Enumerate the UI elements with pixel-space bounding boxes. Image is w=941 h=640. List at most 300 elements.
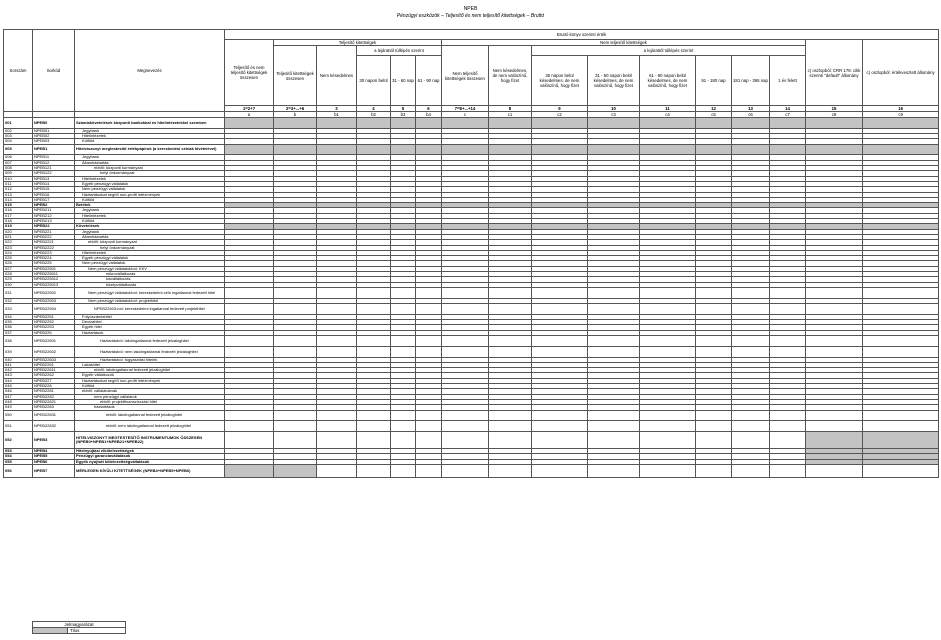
row-code: NPEB227 [33, 378, 75, 383]
row-name: Külföld [75, 219, 225, 224]
table-row [4, 144, 939, 155]
row-code: NPEB22611 [33, 368, 75, 373]
value-cell [391, 410, 416, 421]
value-cell [863, 118, 939, 129]
row-number: 016 [4, 208, 33, 213]
value-cell [770, 432, 806, 449]
value-cell [416, 287, 442, 298]
value-cell [317, 421, 357, 432]
row-name: Háztartásból: fogyasztási hitelek [75, 357, 225, 362]
formula-cell: 9 [532, 106, 588, 112]
row-name: Háztartásból: nem lakóingatlannal fedezett jelzáloghitel [75, 346, 225, 357]
row-name: Háztartásokat segítő non-profit intézmények [75, 378, 225, 383]
row-number: 036 [4, 325, 33, 330]
value-cell [317, 432, 357, 449]
row-number: 030 [4, 282, 33, 287]
value-cell [274, 421, 317, 432]
value-cell [863, 144, 939, 155]
row-code: NPEB3 [33, 432, 75, 449]
row-name: Egyéb nyújtott kötelezettségvállalások [75, 459, 225, 464]
value-cell [640, 410, 696, 421]
formula-cell: 11 [640, 106, 696, 112]
row-number: 041 [4, 362, 33, 367]
value-cell [588, 304, 640, 315]
row-code: NPEB225012 [33, 277, 75, 282]
value-cell [391, 346, 416, 357]
value-cell [770, 410, 806, 421]
row-number: 044 [4, 378, 33, 383]
row-number: 008 [4, 166, 33, 171]
row-code: NPEB2282 [33, 394, 75, 399]
row-number: 034 [4, 314, 33, 319]
row-name: ebből: lakóingatlannal fedezett jelzáloghitel [75, 410, 225, 421]
value-cell [489, 432, 532, 449]
value-cell [863, 304, 939, 315]
row-number: 054 [4, 454, 33, 459]
value-cell [806, 144, 863, 155]
table-row [4, 287, 939, 298]
row-name: Külföld [75, 139, 225, 144]
value-cell [806, 465, 863, 478]
row-name: Lakáshitel [75, 362, 225, 367]
row-number: 050 [4, 410, 33, 421]
row-number: 020 [4, 229, 33, 234]
row-code: NPEB2221 [33, 240, 75, 245]
row-number: 035 [4, 320, 33, 325]
formula-cell: 5 [391, 106, 416, 112]
row-name: Hitelviszonyt megtestesítő értékpapírok (a kereskedési célúak kivételével) [75, 144, 225, 155]
value-cell [770, 144, 806, 155]
row-code: NPEB02 [33, 134, 75, 139]
value-cell [489, 335, 532, 346]
column-letter-cell: c9 [863, 112, 939, 118]
row-code: NPEB13 [33, 176, 75, 181]
row-name: ebből: központi kormányzat [75, 166, 225, 171]
value-cell [489, 287, 532, 298]
value-cell [225, 432, 274, 449]
table-row [4, 410, 939, 421]
value-cell [442, 287, 489, 298]
column-letter-cell: b2 [357, 112, 391, 118]
report-header [0, 6, 941, 20]
value-cell [806, 287, 863, 298]
row-number: 033 [4, 304, 33, 315]
table-body [4, 118, 939, 478]
row-name: kisvállalkozás [75, 277, 225, 282]
value-cell [806, 346, 863, 357]
row-number: 003 [4, 134, 33, 139]
value-cell [317, 287, 357, 298]
row-name: Egyéb pénzügyi vállalatok [75, 181, 225, 186]
table-row [4, 465, 939, 478]
table-row [4, 118, 939, 129]
value-cell [274, 144, 317, 155]
row-number: 038 [4, 335, 33, 346]
row-name: Egyéb vállalkozók [75, 373, 225, 378]
header-col-7: Nem teljesítő kitettségek összesen [442, 46, 489, 106]
table-row [4, 432, 939, 449]
row-code: NPEB17 [33, 197, 75, 202]
column-letter-cell: c3 [588, 112, 640, 118]
row-name: Külföld [75, 384, 225, 389]
row-name: háztartások [75, 405, 225, 410]
value-cell [640, 335, 696, 346]
report-code: NPEB [463, 6, 478, 12]
value-cell [391, 287, 416, 298]
row-code: NPEB22821 [33, 399, 75, 404]
row-name: Betétek [75, 203, 225, 208]
value-cell [732, 465, 770, 478]
report-table [3, 29, 939, 478]
row-name: Jegybank [75, 208, 225, 213]
row-code: NPEB2281 [33, 389, 75, 394]
value-cell [225, 144, 274, 155]
row-number: 025 [4, 256, 33, 261]
row-code: NPEB121 [33, 166, 75, 171]
formula-cell: 13 [732, 106, 770, 112]
formula-cell: 6 [416, 106, 442, 112]
row-number: 026 [4, 261, 33, 266]
row-name: Követelések [75, 224, 225, 229]
row-name: mikrovállalkozás [75, 272, 225, 277]
value-cell [317, 465, 357, 478]
value-cell [442, 144, 489, 155]
row-code: NPEB5 [33, 454, 75, 459]
row-code: NPEB213 [33, 219, 75, 224]
value-cell [225, 421, 274, 432]
row-code: NPEB16 [33, 192, 75, 197]
row-code: NPEB2283 [33, 405, 75, 410]
formula-cell: 3 [317, 106, 357, 112]
column-letter-cell: b [274, 112, 317, 118]
row-code: NPEB211 [33, 208, 75, 213]
row-number: 053 [4, 449, 33, 454]
row-number: 004 [4, 139, 33, 144]
value-cell [416, 335, 442, 346]
row-code: NPEB01 [33, 128, 75, 133]
value-cell [863, 410, 939, 421]
value-cell [770, 287, 806, 298]
row-number: 046 [4, 389, 33, 394]
row-code: NPEB2222 [33, 245, 75, 250]
row-name: Hitelnyújtási elkötelezettségek [75, 449, 225, 454]
table-row [4, 335, 939, 346]
row-code: NPEB15 [33, 187, 75, 192]
value-cell [489, 410, 532, 421]
column-letter-cell: c8 [806, 112, 863, 118]
column-letter-cell: b3 [391, 112, 416, 118]
row-code: NPEB12 [33, 160, 75, 165]
column-letter-cell: c2 [532, 112, 588, 118]
value-cell [732, 410, 770, 421]
column-letter-cell: c1 [489, 112, 532, 118]
value-cell [442, 118, 489, 129]
value-cell [225, 335, 274, 346]
header-sorkod: Sorkód [33, 30, 75, 112]
value-cell [696, 421, 732, 432]
row-code: NPEB6 [33, 459, 75, 464]
value-cell [588, 432, 640, 449]
value-cell [732, 335, 770, 346]
row-number: 013 [4, 192, 33, 197]
value-cell [863, 346, 939, 357]
value-cell [274, 346, 317, 357]
row-name: Hitelintézetek [75, 250, 225, 255]
row-name: Nem pénzügyi vállalatok [75, 187, 225, 192]
row-code: NPEB7 [33, 465, 75, 478]
header-col-3: Nem késedelmes [317, 46, 357, 106]
value-cell [863, 465, 939, 478]
value-cell [274, 287, 317, 298]
row-name: Hitelintézetek [75, 213, 225, 218]
value-cell [532, 335, 588, 346]
row-code: NPEB2261 [33, 362, 75, 367]
row-name: Nem pénzügyi vállalatok [75, 261, 225, 266]
row-name: Számlakövetelések központi bankokkal és hitelintézetekkel szemben [75, 118, 225, 129]
row-name: ebből: projektfinanszírozási hitel [75, 399, 225, 404]
row-code: NPEB122 [33, 171, 75, 176]
header-nem-teljesito: Nem teljesítő kitettségek [442, 40, 806, 46]
value-cell [274, 410, 317, 421]
value-cell [442, 465, 489, 478]
value-cell [274, 335, 317, 346]
row-code: NPEB22 [33, 224, 75, 229]
value-cell [806, 410, 863, 421]
row-number: 019 [4, 224, 33, 229]
value-cell [416, 118, 442, 129]
row-name: Egyéb hitel [75, 325, 225, 330]
value-cell [274, 118, 317, 129]
value-cell [391, 144, 416, 155]
row-code: NPEB4 [33, 449, 75, 454]
value-cell [489, 346, 532, 357]
row-name: Háztartásból: lakóingatlannal fedezett jelzáloghitel [75, 335, 225, 346]
formula-cell: 14 [770, 106, 806, 112]
value-cell [588, 346, 640, 357]
row-name: Jegybank [75, 128, 225, 133]
value-cell [442, 335, 489, 346]
header-col-10: 31 - 60 napon belül késedelmes, de nem valószínű, hogy fizet [588, 56, 640, 106]
value-cell [640, 346, 696, 357]
row-code: NPEB22603 [33, 357, 75, 362]
value-cell [317, 410, 357, 421]
value-cell [532, 118, 588, 129]
value-cell [863, 287, 939, 298]
value-cell [391, 118, 416, 129]
value-cell [442, 346, 489, 357]
row-code: NPEB22501 [33, 266, 75, 271]
value-cell [357, 346, 391, 357]
value-cell [489, 421, 532, 432]
row-number: 042 [4, 368, 33, 373]
value-cell [640, 421, 696, 432]
row-name: Háztartások [75, 330, 225, 335]
value-cell [274, 465, 317, 478]
value-cell [640, 304, 696, 315]
row-number: 024 [4, 250, 33, 255]
header-col-15: c) oszlopból: CRR 178. cikk szerinti "default" állomány [806, 40, 863, 106]
row-code: NPEB0 [33, 118, 75, 129]
row-name: ebből: központi kormányzat [75, 240, 225, 245]
value-cell [532, 421, 588, 432]
value-cell [588, 410, 640, 421]
legend [32, 621, 126, 634]
value-cell [442, 432, 489, 449]
column-letter-cell: c6 [732, 112, 770, 118]
row-code: NPEB22832 [33, 421, 75, 432]
value-cell [696, 144, 732, 155]
row-code: NPEB225 [33, 261, 75, 266]
row-number: 023 [4, 245, 33, 250]
header-col-6: 61 - 90 nap [416, 56, 442, 106]
row-name: Államháztartás [75, 160, 225, 165]
value-cell [770, 304, 806, 315]
row-name: ebből: nem lakóingatlannal fedezett jelzáloghitel [75, 421, 225, 432]
value-cell [274, 304, 317, 315]
row-code: NPEB22502 [33, 287, 75, 298]
value-cell [416, 410, 442, 421]
value-cell [416, 304, 442, 315]
value-cell [532, 144, 588, 155]
row-name: Hitelintézetek [75, 134, 225, 139]
value-cell [532, 304, 588, 315]
report-title: Pénzügyi eszközök – Teljesítő és nem teljesítő kitettségek – Bruttó [396, 13, 545, 19]
value-cell [225, 410, 274, 421]
header-teljesito: Teljesítő kitettségek [274, 40, 442, 46]
value-cell [357, 432, 391, 449]
value-cell [317, 118, 357, 129]
row-name: helyi önkormányzat [75, 171, 225, 176]
header-col-8: Nem késedelmes, de nem valószínű, hogy fizet [489, 46, 532, 106]
header-lejart-teljesito: a lejárattól túllépés szerint [357, 46, 442, 56]
row-name: MÉRLEGEN KÍVÜLI KITETTSÉGEK (NPEB4+NPEB5+NPEB6) [75, 465, 225, 478]
header-col-13: 181 nap - 365 nap [732, 56, 770, 106]
table-row [4, 421, 939, 432]
value-cell [732, 287, 770, 298]
value-cell [806, 432, 863, 449]
row-number: 006 [4, 155, 33, 160]
row-name: Nem pénzügyi vállalatokból: KKV [75, 266, 225, 271]
value-cell [489, 304, 532, 315]
row-name: Folyószámlahitel [75, 314, 225, 319]
value-cell [357, 144, 391, 155]
value-cell [416, 465, 442, 478]
column-letter-cell: b1 [317, 112, 357, 118]
row-number: 032 [4, 298, 33, 303]
value-cell [696, 465, 732, 478]
value-cell [732, 432, 770, 449]
header-lejart-nem-teljesito: a lejárattól túllépés szerint [532, 46, 806, 56]
row-name: Államháztartás [75, 234, 225, 239]
value-cell [588, 144, 640, 155]
column-letter-cell: c5 [696, 112, 732, 118]
formula-cell: 16 [863, 106, 939, 112]
header-col-12: 91 - 180 nap [696, 56, 732, 106]
row-number: 045 [4, 384, 33, 389]
value-cell [863, 335, 939, 346]
value-cell [225, 118, 274, 129]
value-cell [357, 335, 391, 346]
value-cell [532, 465, 588, 478]
row-name: Pénzügyi garanciavállalások [75, 454, 225, 459]
row-name: Nem pénzügyi vállalatokból: projekthitel [75, 298, 225, 303]
value-cell [588, 118, 640, 129]
value-cell [696, 287, 732, 298]
row-code: NPEB22602 [33, 346, 75, 357]
row-code: NPEB1 [33, 144, 75, 155]
row-code: NPEB2262 [33, 373, 75, 378]
value-cell [274, 432, 317, 449]
value-cell [770, 118, 806, 129]
value-cell [489, 144, 532, 155]
value-cell [225, 304, 274, 315]
row-number: 012 [4, 187, 33, 192]
table-row [4, 304, 939, 315]
value-cell [640, 144, 696, 155]
value-cell [532, 287, 588, 298]
value-cell [732, 144, 770, 155]
value-cell [317, 304, 357, 315]
row-number: 017 [4, 213, 33, 218]
value-cell [732, 346, 770, 357]
value-cell [696, 410, 732, 421]
row-number: 051 [4, 421, 33, 432]
value-cell [416, 144, 442, 155]
row-number: 029 [4, 277, 33, 282]
value-cell [442, 304, 489, 315]
value-cell [442, 421, 489, 432]
value-cell [489, 465, 532, 478]
formula-cell: 7=8+...+14 [442, 106, 489, 112]
column-letter-cell: c7 [770, 112, 806, 118]
row-name: Egyéb pénzügyi vállalatok [75, 256, 225, 261]
row-number: 021 [4, 234, 33, 239]
row-name: Jegybank [75, 155, 225, 160]
row-number: 014 [4, 197, 33, 202]
row-name: helyi önkormányzat [75, 245, 225, 250]
header-col-11: 61 - 90 napon belül késedelmes, de nem valószínű, hogy fizet [640, 56, 696, 106]
row-code: NPEB225011 [33, 272, 75, 277]
value-cell [317, 335, 357, 346]
value-cell [640, 118, 696, 129]
row-code: NPEB222 [33, 234, 75, 239]
formula-cell: 15 [806, 106, 863, 112]
row-code: NPEB226 [33, 330, 75, 335]
formula-cell: 1=2+7 [225, 106, 274, 112]
value-cell [588, 287, 640, 298]
row-code: NPEB22503 [33, 298, 75, 303]
value-cell [588, 335, 640, 346]
value-cell [357, 410, 391, 421]
value-cell [863, 421, 939, 432]
row-number: 027 [4, 266, 33, 271]
row-number: 040 [4, 357, 33, 362]
value-cell [770, 421, 806, 432]
row-name: nem pénzügyi vállalatok [75, 394, 225, 399]
row-name: Hitelintézetek [75, 176, 225, 181]
row-name: Külföld [75, 197, 225, 202]
value-cell [806, 335, 863, 346]
value-cell [640, 432, 696, 449]
row-name: ebből: lakóingatlannal fedezett jelzáloghitel [75, 368, 225, 373]
column-letter-cell: c4 [640, 112, 696, 118]
header-col-16: c) oszlopból: értékvesztett állomány [863, 40, 939, 106]
row-number: 005 [4, 144, 33, 155]
value-cell [225, 465, 274, 478]
row-name: Devizahitel [75, 320, 225, 325]
value-cell [732, 421, 770, 432]
row-number: 052 [4, 432, 33, 449]
